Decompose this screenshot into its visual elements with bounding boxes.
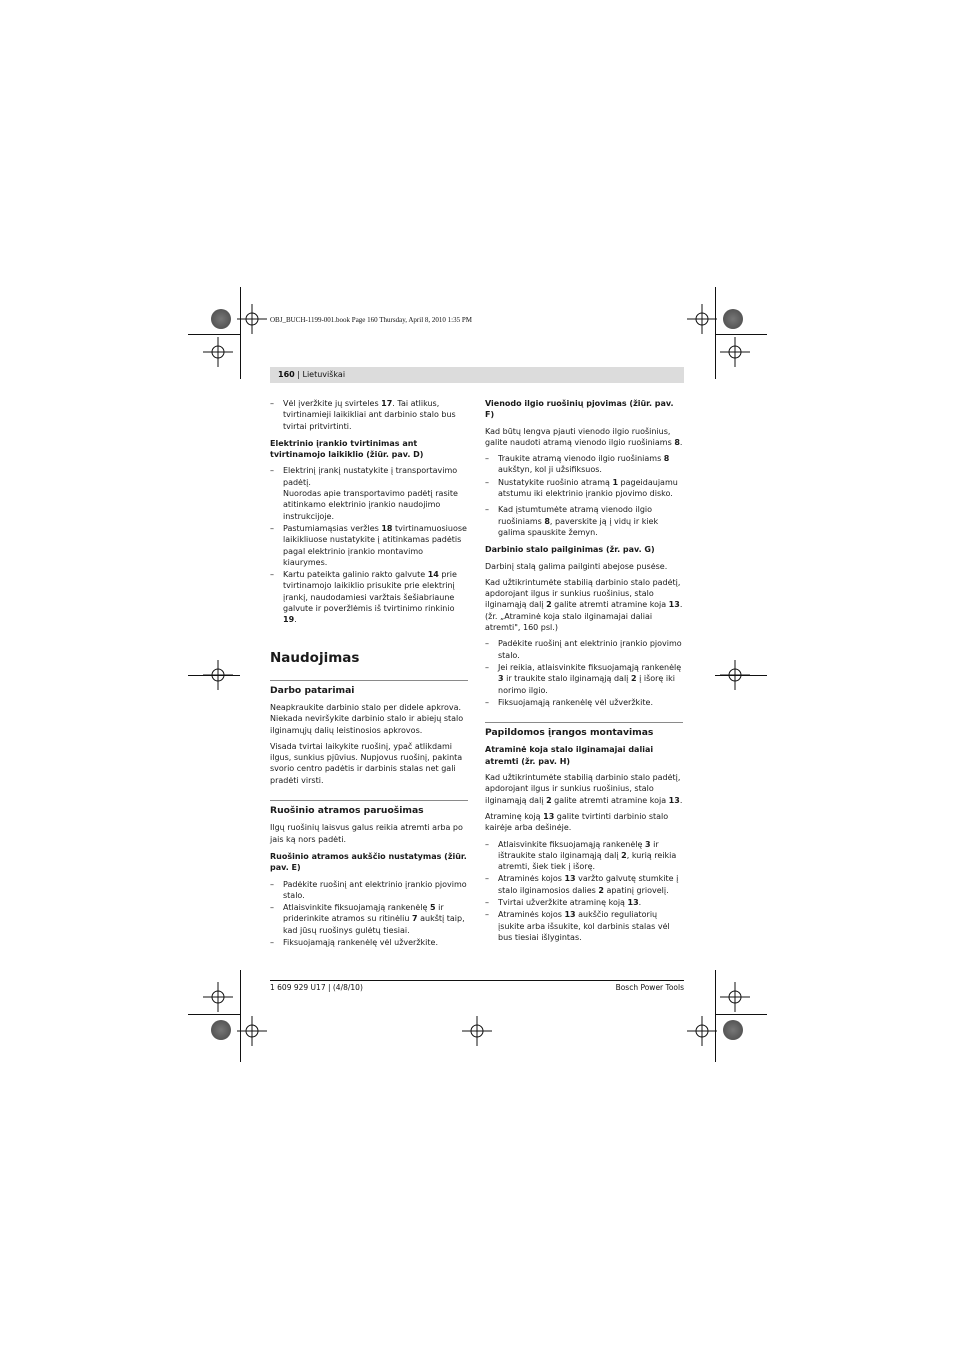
list-item: – Fiksuojamąją rankenėlę vėl užveržkite. [270,937,468,948]
list-item: – Atlaisvinkite fiksuojamąją rankenėlę 3 ir ištraukite stalo ilginamąją dalį 2, kurią reikia atremti, šiek tiek į išorę. [485,839,683,873]
divider [485,722,683,723]
list-item: – Atraminės kojos 13 varžto galvutę stumkite į stalo ilginamosios dalies 2 apatinį griovelį. [485,873,683,896]
crop-mark [715,287,716,379]
header-separator: | [297,370,303,379]
list-item: – Elektrinį įrankį nustatykite į transportavimo padėtį. Nuorodas apie transportavimo padėtį rasite atitinkamo elektrinio įrankio naudojimo instrukcijoje. [270,465,468,521]
heading-tips: Darbo patarimai [270,684,355,696]
registration-disc-icon [211,309,231,329]
list-item: – Kartu pateikta galinio rakto galvute 14 prie tvirtinamojo laikiklio prisukite prie elektrinį įrankį, naudodamiesi varžtais šešiabriaune galvute ir poveržlėmis iš tvirtinimo rinkinio 19. [270,569,468,625]
crop-mark [715,970,716,1062]
divider [270,680,468,681]
list-item: – Fiksuojamąją rankenėlę vėl užveržkite. [485,697,683,708]
list-item: – Vėl įveržkite jų svirteles 17. Tai atlikus, tvirtinamieji laikikliai ant darbinio stalo bus tvirtai pritvirtinti. [270,398,468,432]
crop-mark [240,970,241,1062]
book-info-line: OBJ_BUCH-1199-001.book Page 160 Thursday, April 8, 2010 1:35 PM [270,316,472,324]
paragraph: Kad užtikrintumėte stabilią darbinio stalo padėtį, apdorojant ilgus ir sunkius ruošinius, stalo ilginamąją dalį 2 galite atremti atramine koja 13. [485,577,683,610]
heading-accessories: Papildomos įrangos montavimas [485,727,654,739]
list-item: – Kad įstumtumėte atramą vienodo ilgio ruošiniams 8, paverskite ją į vidų ir kiek galima spauskite žemyn. [485,504,683,538]
paragraph: Atraminę koją 13 galite tvirtinti darbinio stalo kairėje arba dešinėje. [485,811,669,833]
crop-mark [188,334,240,335]
bullet-list [485,638,683,708]
footer-doc-number: 1 609 929 U17 | (4/8/10) [270,983,363,992]
registration-crosshair-icon [237,1016,267,1046]
subheading-height: Ruošinio atramos aukščio nustatymas (žiūr. pav. E) [270,851,467,873]
paragraph: Visada tvirtai laikykite ruošinį, ypač atlikdami ilgus, sunkius pjūvius. Nupjovus ruošinį, pakinta svorio centro padėtis ir darbinis stalas net gali pradėti virsti. [270,741,463,785]
bullet-list [270,398,468,432]
paragraph: Neapkraukite darbinio stalo per didele apkrova. Niekada neviršykite darbinio stalo ir abiejų stalo ilginamųjų dalių leistinosios apkrovos. [270,702,464,735]
registration-crosshair-icon [203,982,233,1012]
crop-mark [715,334,767,335]
bullet-list [485,839,683,944]
list-item: – Atlaisvinkite fiksuojamąją rankenėlę 5 ir priderinkite atramos su ritinėliu 7 aukštį taip, kad jūsų ruošinys gulėtų tiesiai. [270,902,468,936]
bullet-list [270,465,468,625]
paragraph: Kad užtikrintumėte stabilią darbinio stalo padėtį, apdorojant ilgus ir sunkius ruošinius, stalo ilginamąją dalį 2 galite atremti atramine koja 13. [485,773,683,805]
paragraph: Kad būtų lengva pjauti vienodo ilgio ruošinius, galite naudoti atramą vienodo ilgio ruošiniams 8. [485,426,683,447]
registration-crosshair-icon [203,337,233,367]
paragraph: (žr. „Atraminė koja stalo ilginamajai daliai atremti", 160 psl.) [485,611,653,633]
registration-crosshair-icon [237,304,267,334]
subheading-mount: Elektrinio įrankio tvirtinimas ant tvirtinamojo laikiklio (žiūr. pav. D) [270,438,424,460]
heading-support: Ruošinio atramos paruošimas [270,805,424,817]
footer-brand: Bosch Power Tools [615,983,684,992]
crop-mark [188,675,240,676]
registration-crosshair-icon [462,1016,492,1046]
list-item: – Jei reikia, atlaisvinkite fiksuojamąją rankenėlę 3 ir traukite stalo ilginamąją dalį 2 į išorę iki norimo ilgio. [485,662,683,696]
page-header [270,367,684,383]
crop-mark [715,1014,767,1015]
bullet-list [270,879,468,949]
section-title: Naudojimas [270,649,360,666]
list-item: – Traukite atramą vienodo ilgio ruošiniams 8 aukštyn, kol ji užsifiksuos. [485,453,683,476]
list-item: – Atraminės kojos 13 aukščio reguliatorių įsukite arba išsukite, kol darbinis stalas vėl bus tiesiai išlygintas. [485,909,683,943]
registration-disc-icon [211,1020,231,1040]
left-column [270,398,468,953]
list-item: – Padėkite ruošinį ant elektrinio įrankio pjovimo stalo. [485,638,683,661]
subheading-leg: Atraminė koja stalo ilginamajai daliai atremti (žr. pav. H) [485,745,654,766]
header-language: Lietuviškai [302,370,346,379]
list-item: – Pastumiamąsias veržles 18 tvirtinamuosiuose laikikliuose nustatykite į atitinkamas padėtis pagal elektrinio įrankio montavimo kiaurymes. [270,523,468,568]
list-item: – Tvirtai užveržkite atraminę koją 13. [485,897,683,908]
footer-divider [270,980,684,981]
subheading-extension: Darbinio stalo pailginimas (žr. pav. G) [485,545,655,555]
bullet-list [485,453,683,538]
list-item: – Nustatykite ruošinio atramą 1 pageidaujamu atstumu iki elektrinio įrankio pjovimo disko. [485,477,683,500]
registration-crosshair-icon [720,982,750,1012]
registration-crosshair-icon [687,1016,717,1046]
list-item: – Padėkite ruošinį ant elektrinio įrankio pjovimo stalo. [270,879,468,902]
registration-disc-icon [723,1020,743,1040]
registration-disc-icon [723,309,743,329]
crop-mark [188,1014,240,1015]
crop-mark [240,287,241,379]
divider [270,800,468,801]
registration-crosshair-icon [720,337,750,367]
crop-mark [715,675,767,676]
page-number: 160 [278,370,295,379]
paragraph: Darbinį stalą galima pailginti abejose pusėse. [485,561,668,571]
paragraph: Ilgų ruošinių laisvus galus reikia atremti arba po jais ką nors padėti. [270,823,463,844]
subheading-equal: Vienodo ilgio ruošinių pjovimas (žiūr. pav. F) [485,399,674,420]
right-column [485,398,683,948]
registration-crosshair-icon [687,304,717,334]
